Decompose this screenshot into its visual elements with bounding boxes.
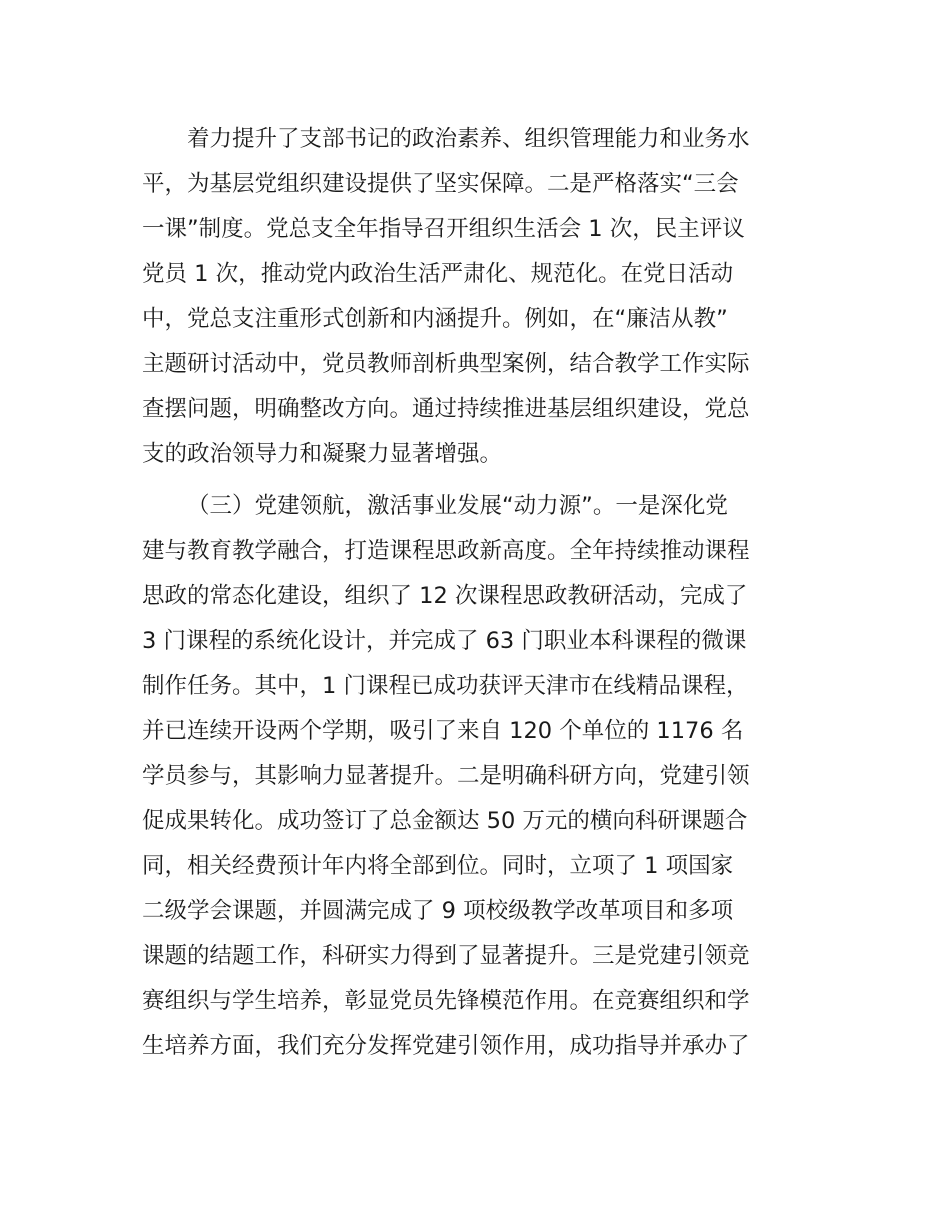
paragraph-line: 思政的常态化建设，组织了 12 次课程思政教研活动，完成了 (142, 583, 748, 609)
paragraph-line: 支的政治领导力和凝聚力显著增强。 (142, 441, 503, 467)
paragraph-line: 查摆问题，明确整改方向。通过持续推进基层组织建设，党总 (142, 396, 750, 422)
paragraph-line: 二级学会课题，并圆满完成了 9 项校级教学改革项目和多项 (142, 898, 734, 924)
paragraph-line: 一课”制度。党总支全年指导召开组织生活会 1 次，民主评议 (142, 216, 745, 242)
paragraph-line: 制作任务。其中，1 门课程已成功获评天津市在线精品课程， (142, 673, 749, 699)
paragraph-line: 并已连续开设两个学期，吸引了来自 120 个单位的 1176 名 (142, 718, 744, 744)
paragraph-line: 党员 1 次，推动党内政治生活严肃化、规范化。在党日活动 (142, 261, 734, 287)
paragraph-line: 赛组织与学生培养，彰显党员先锋模范作用。在竞赛组织和学 (142, 988, 750, 1014)
paragraph-line: 生培养方面，我们充分发挥党建引领作用，成功指导并承办了 (142, 1033, 750, 1059)
paragraph-line: 课题的结题工作，科研实力得到了显著提升。三是党建引领竞 (142, 943, 750, 969)
paragraph-line: 建与教育教学融合，打造课程思政新高度。全年持续推动课程 (142, 538, 750, 564)
paragraph-line: （三）党建领航，激活事业发展“动力源”。一是深化党 (187, 493, 728, 519)
paragraph-line: 着力提升了支部书记的政治素养、组织管理能力和业务水 (187, 126, 750, 152)
paragraph-line: 平，为基层党组织建设提供了坚实保障。二是严格落实“三会 (142, 171, 739, 197)
paragraph-line: 学员参与，其影响力显著提升。二是明确科研方向，党建引领 (142, 763, 750, 789)
paragraph-line: 同，相关经费预计年内将全部到位。同时，立项了 1 项国家 (142, 853, 734, 879)
paragraph-line: 中，党总支注重形式创新和内涵提升。例如，在“廉洁从教” (142, 306, 728, 332)
paragraph-line: 促成果转化。成功签订了总金额达 50 万元的横向科研课题合 (142, 808, 748, 834)
paragraph-line: 主题研讨活动中，党员教师剖析典型案例，结合教学工作实际 (142, 351, 750, 377)
paragraph-line: 3 门课程的系统化设计，并完成了 63 门职业本科课程的微课 (142, 628, 747, 654)
